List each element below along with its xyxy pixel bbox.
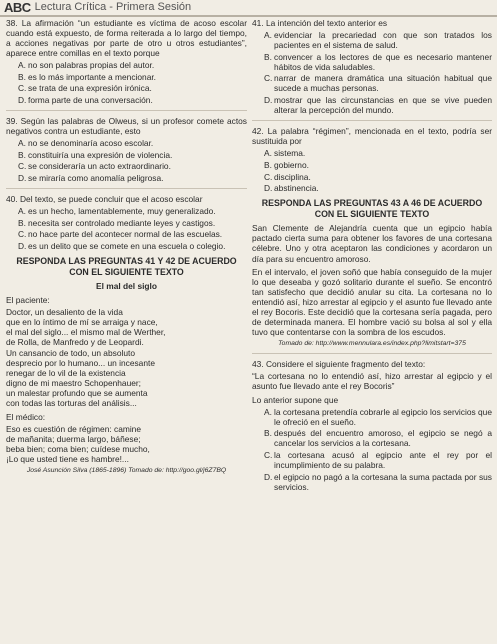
right-column (252, 18, 492, 495)
poem-stanza: Doctor, un desaliento de la vida que en lo íntimo de mí se arraiga y nace, el mal del siglo... el mismo mal de Werther, de Rolla, de Manfredo y de Leopardi. Un cansancio de todo, un absoluto desprecio por lo humano... un incesante renegar de lo vil de la existencia digno de mi maestro Schopenhauer; un malestar profundo que se aumenta con todas las torturas del análisis... (6, 307, 166, 408)
option-d[interactable]: D. abstinencia. (264, 183, 319, 194)
option-c[interactable]: C. disciplina. (264, 171, 311, 182)
question-38 (6, 18, 247, 105)
divider (252, 120, 492, 121)
option-a[interactable]: A. sistema. (264, 148, 306, 159)
question-41 (252, 18, 492, 115)
question-number: 43. (252, 359, 264, 370)
question-text: Según las palabras de Olweus, si un profesor comete actos negativos contra un estudiante, esto (6, 116, 247, 137)
quoted-fragment: “La cortesana no lo entendió así, hizo arrestar al egipcio y el asunto fue llevado ante el rey Bocoris” (252, 371, 492, 392)
story-paragraph: En el intervalo, el joven soñó que había conseguido de la mujer lo que deseaba y gozó solitario durante el sueño. Se encontró tan satisfecho que decidió anular su cita. La cortesana no lo entendió así, hizo arrestar al egipcio y el asunto fue llevado ante el rey Bocoris. Este decidió que la cortesana sería pagada, pero de determinada manera. El hombre vació su bolsa al sol y ella tuvo que contentarse con la sombra de los escudos. (252, 266, 492, 338)
option-c[interactable]: C. narrar de manera dramática una situación habitual que sucede a muchas personas. (264, 73, 492, 94)
question-number: 38. (6, 18, 18, 28)
header-divider (0, 15, 497, 17)
option-b[interactable]: B. constituiría una expresión de violencia. (18, 149, 173, 160)
question-number: 40. (6, 194, 18, 205)
question-43 (252, 359, 492, 491)
page-title: Lectura Crítica - Primera Sesión (34, 0, 192, 13)
story-text (252, 223, 492, 348)
poem-stanza: Eso es cuestión de régimen: camine de mañanita; duerma largo, báñese; beba bien; coma bien; cuídese mucho, ¡Lo que usted tiene es hambre!... (6, 424, 150, 465)
question-number: 42. (252, 126, 264, 137)
option-b[interactable]: B. después del encuentro amoroso, el egipcio se negó a cancelar los servicios a la cortesana. (264, 428, 492, 449)
option-b[interactable]: B. gobierno. (264, 159, 309, 170)
divider (6, 110, 247, 111)
option-a[interactable]: A. la cortesana pretendía cobrarle al egipcio los servicios que le ofreció en el sueño. (264, 406, 492, 427)
abc-logo: ABC (4, 0, 31, 15)
option-b[interactable]: B. es lo más importante a mencionar. (18, 71, 157, 82)
option-b[interactable]: B. convencer a los lectores de que es necesario mantener hábitos de vida saludables. (264, 51, 492, 72)
question-39 (6, 116, 247, 183)
poem-title: El mal del siglo (96, 281, 157, 292)
question-number: 39. (6, 116, 18, 127)
divider (252, 353, 492, 354)
option-d[interactable]: D. mostrar que las circunstancias en que se vive pueden alterar la percepción del mundo. (264, 95, 492, 116)
option-d[interactable]: D. es un delito que se comete en una escuela o colegio. (18, 240, 226, 251)
question-number: 41. (252, 18, 264, 28)
option-c[interactable]: C. se trata de una expresión irónica. (18, 83, 152, 94)
question-text: Del texto, se puede concluir que el acoso escolar (19, 194, 203, 205)
page-header (0, 0, 497, 15)
option-a[interactable]: A. es un hecho, lamentablemente, muy generalizado. (18, 206, 216, 217)
question-text: La palabra “régimen”, mencionada en el texto, podría ser sustituida por (252, 126, 493, 147)
divider (6, 188, 247, 189)
question-text: La afirmación “un estudiante es víctima de acoso escolar cuando está expuesto, de forma reiterada a lo largo del tiempo, a acciones negativas por parte de otro u otros estudiantes”, aparece entre comillas en el texto porque (6, 18, 247, 59)
question-40 (6, 194, 247, 251)
option-d[interactable]: D. forma parte de una conversación. (18, 95, 153, 106)
option-d[interactable]: D. se miraría como anomalía peligrosa. (18, 173, 164, 184)
question-lead: Lo anterior supone que (252, 394, 339, 405)
option-b[interactable]: B. necesita ser controlado mediante leyes y castigos. (18, 217, 216, 228)
section-heading-41-42: RESPONDA LAS PREGUNTAS 41 Y 42 DE ACUERDO CON EL SIGUIENTE TEXTO (16, 255, 237, 277)
option-c[interactable]: C. no hace parte del acontecer normal de las escuelas. (18, 229, 223, 240)
option-c[interactable]: C. la cortesana acusó al egipcio ante el rey por el incumplimiento de su palabra. (264, 449, 492, 470)
poem-source: José Asunción Silva (1865-1896) Tomado de: http://goo.gl/j6Z7BQ (26, 467, 227, 475)
option-a[interactable]: A. evidenciar la precariedad con que son tratados los pacientes en el sistema de salud. (264, 30, 492, 51)
option-c[interactable]: C. se consideraría un acto extraordinario. (18, 161, 171, 172)
poem-speaker: El paciente: (6, 295, 50, 306)
option-d[interactable]: D. el egipcio no pagó a la cortesana la suma pactada por sus servicios. (264, 471, 492, 492)
story-paragraph: San Clemente de Alejandría cuenta que un egipcio había pactado cierta suma para obtener los favores de una cortesana célebre. Uno y otra aceptaron las condiciones y acordaron un día para su encuentro amoroso. (252, 223, 492, 264)
option-a[interactable]: A. no se denominaría acoso escolar. (18, 138, 154, 149)
question-42 (252, 126, 492, 193)
section-heading-43-46: RESPONDA LAS PREGUNTAS 43 A 46 DE ACUERDO CON EL SIGUIENTE TEXTO (261, 198, 483, 219)
question-text: Considere el siguiente fragmento del texto: (265, 359, 426, 370)
poem (6, 281, 247, 475)
left-column (6, 18, 247, 479)
question-text: La intención del texto anterior es (265, 18, 388, 28)
poem-speaker: El médico: (6, 412, 46, 423)
story-source: Tomado de: http://www.mennulara.es/index.php?limitstart=375 (278, 340, 466, 348)
option-a[interactable]: A. no son palabras propias del autor. (18, 60, 155, 71)
